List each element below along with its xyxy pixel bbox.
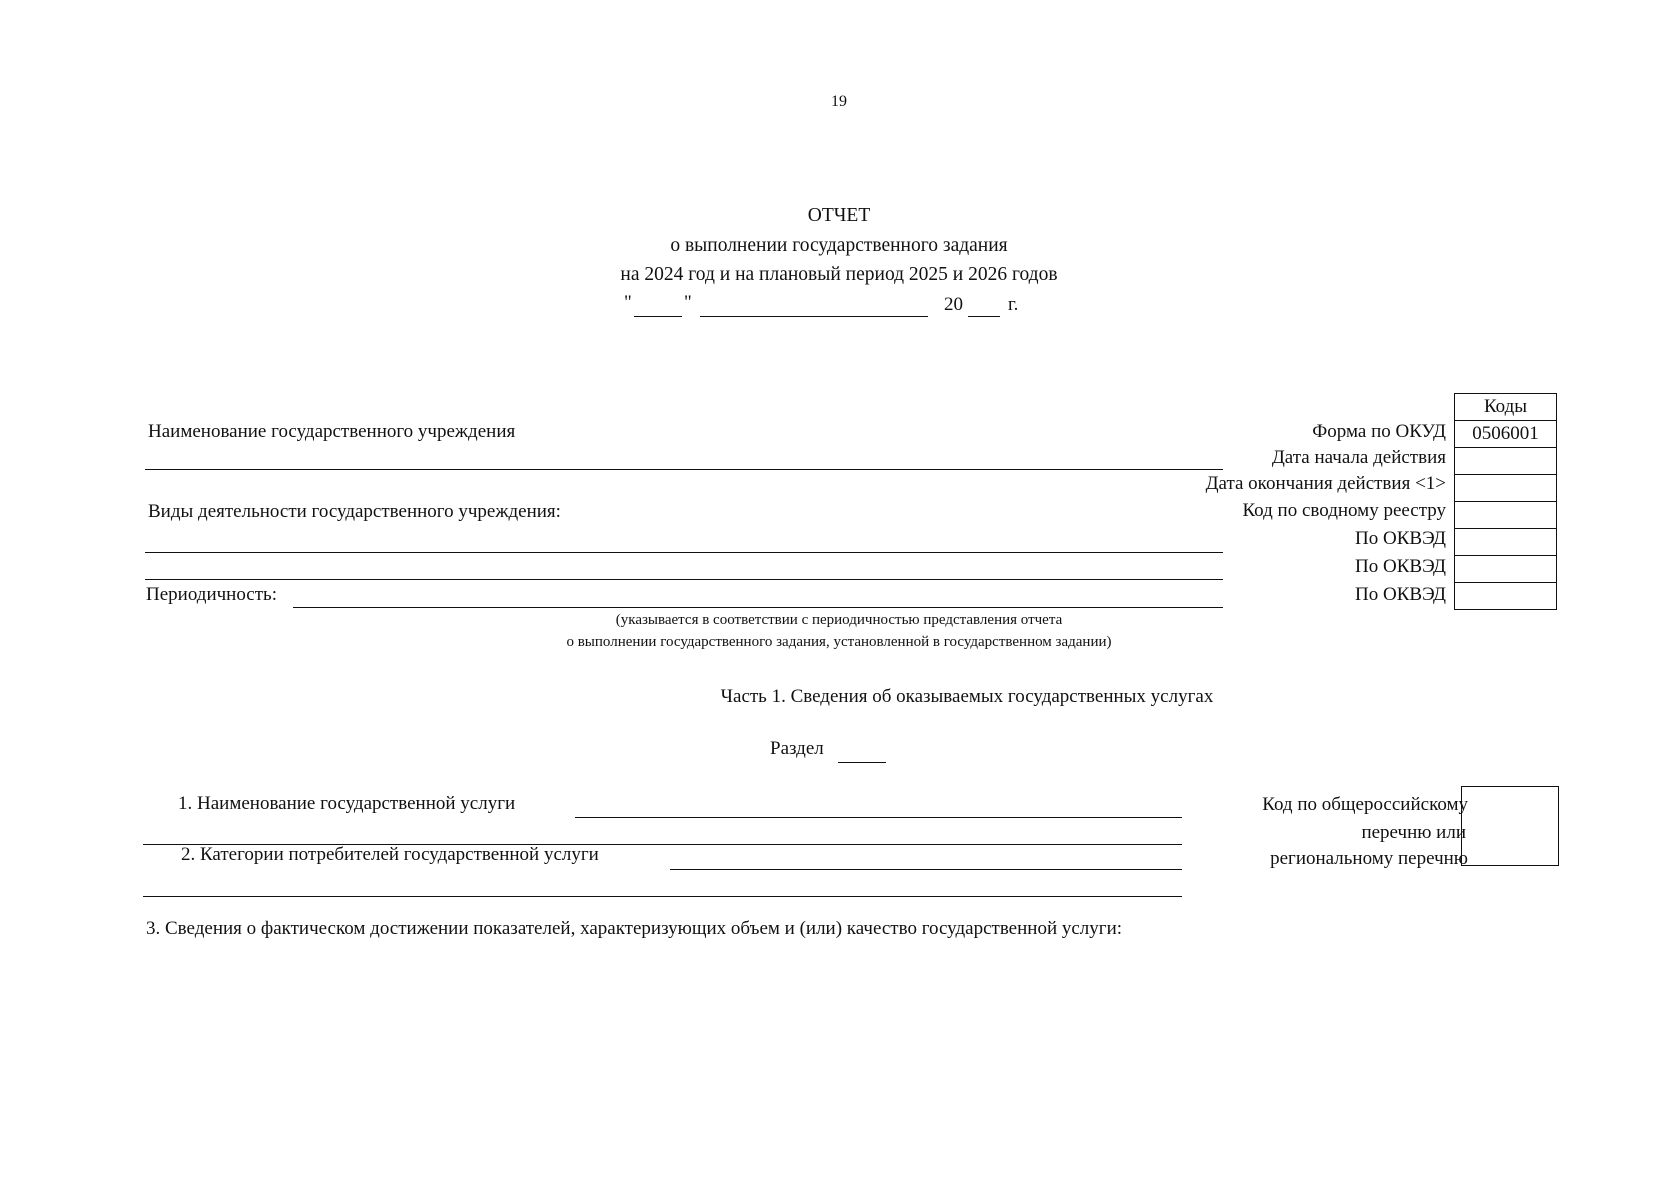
page-number: 19 [831,93,847,110]
activity-types-field-1[interactable] [145,552,1223,553]
codes-value-end-date[interactable] [1455,475,1557,502]
service-name-label: 1. Наименование государственной услуги [178,793,516,814]
date-day-blank[interactable] [634,316,682,317]
codes-label-end-date: Дата окончания действия <1> [1205,473,1446,494]
codes-value-okud[interactable]: 0506001 [1455,421,1557,448]
codes-table [1454,393,1557,610]
codes-label-okud: Форма по ОКУД [1312,421,1446,442]
consumer-categories-field-2[interactable] [143,896,1182,897]
activity-types-field-2[interactable] [145,579,1223,580]
codes-value-okved-2[interactable] [1455,556,1557,583]
date-year-blank[interactable] [968,316,1000,317]
codes-label-okved-1: По ОКВЭД [1355,528,1446,549]
part1-title: Часть 1. Сведения об оказываемых государственных услугах [720,686,1214,707]
section-number-field[interactable] [838,762,886,763]
codes-value-start-date[interactable] [1455,448,1557,475]
periodicity-note-2: о выполнении государственного задания, установленной в государственном задании) [566,634,1112,650]
codes-value-registry[interactable] [1455,502,1557,529]
date-year-prefix: 20 [944,294,963,315]
institution-name-field[interactable] [145,469,1223,470]
periodicity-field[interactable] [293,607,1223,608]
codes-label-registry: Код по сводному реестру [1242,500,1446,521]
periodicity-label: Периодичность: [146,584,277,605]
section-label: Раздел [770,738,824,759]
codes-value-okved-3[interactable] [1455,583,1557,610]
report-period: на 2024 год и на плановый период 2025 и 2026 годов [620,264,1058,285]
report-title: ОТЧЕТ [807,205,871,226]
institution-name-label: Наименование государственного учреждения [148,421,516,442]
codes-header: Коды [1455,394,1557,421]
date-quote-close: " [684,292,692,313]
registry-code-label-3: региональному перечню [1270,848,1468,869]
consumer-categories-label: 2. Категории потребителей государственной услуги [181,844,599,865]
registry-code-label-2: перечню или [1361,822,1466,843]
report-subtitle: о выполнении государственного задания [670,235,1008,256]
codes-label-start-date: Дата начала действия [1271,447,1446,468]
codes-value-okved-1[interactable] [1455,529,1557,556]
date-quote-open: " [624,292,632,313]
date-year-suffix: г. [1008,294,1019,315]
periodicity-note-1: (указывается в соответствии с периодичностью представления отчета [615,612,1063,628]
service-name-field[interactable] [575,817,1182,818]
registry-code-label-1: Код по общероссийскому [1262,794,1468,815]
activity-types-label: Виды деятельности государственного учреждения: [148,501,561,522]
registry-code-box[interactable] [1461,786,1559,866]
codes-label-okved-2: По ОКВЭД [1355,556,1446,577]
date-month-blank[interactable] [700,316,928,317]
indicators-label: 3. Сведения о фактическом достижении показателей, характеризующих объем и (или) качество государственной услуги: [146,918,1123,939]
codes-label-okved-3: По ОКВЭД [1355,584,1446,605]
